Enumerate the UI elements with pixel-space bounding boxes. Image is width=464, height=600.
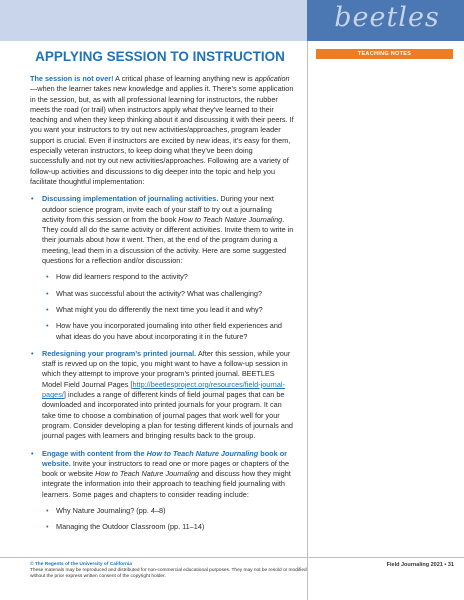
question-list <box>42 272 294 341</box>
bullet-icon: • <box>31 194 34 204</box>
column-divider <box>307 41 308 600</box>
copyright-notice <box>30 562 310 581</box>
sub-list-item: • How have you incorporated journaling into other field experiences and what ideas do you have about incorporating it in the future? <box>46 321 282 341</box>
reading-list <box>42 506 294 533</box>
beetles-logo <box>307 0 464 41</box>
sub-list-item: • How did learners respond to the activity? <box>46 272 188 282</box>
bullet-icon: • <box>31 348 34 358</box>
footer-rule <box>0 557 464 558</box>
sub-list-item: • What was successful about the activity? What was challenging? <box>46 288 263 298</box>
bullet-icon: • <box>46 522 49 532</box>
logo-text: beetles <box>334 2 440 33</box>
list-item: • Redesigning your program’s printed journal. After this session, while your staff is revved up on the topic, you might want to have a follow-up session in which they attempt to improve your program’s printed journal. BEETLES Model Field Journal Pages [http://beetlesproject.org/resources/field-journal-pages/] includes a range of different kinds of field journal pages that can be downloaded and incorporated into printed journals for your program. It can take time to choose a combination of journal pages that work well for your program. Consider developing a plan for testing different kinds of journals and journal pages with learners and bringing results back to the group. <box>31 348 293 441</box>
bullet-icon: • <box>46 272 49 282</box>
page-title: APPLYING SESSION TO INSTRUCTION <box>35 49 285 64</box>
main-content <box>30 74 294 540</box>
sub-list-item: • Managing the Outdoor Classroom (pp. 11–14) <box>46 522 205 532</box>
page-number: 31 <box>447 562 454 568</box>
document-title: Field Journaling 2021 <box>386 562 443 568</box>
list-item: • Discussing implementation of journaling activities. During your next outdoor science program, invite each of your staff to try out a journaling activity from this session or from the book How to Teach Nature Journaling. They could all do the same activity or different activities. Invite them to write in their journals about how it went. Then, at the end of the program during a meeting, lead them in a discussion of the activity. Here are some suggested questions for a reflection and/or discussion: • How did learners respond to the activity? • What was successful about the activity? What was challenging? • What might you do differently the next time you lead it and why? • How have you incorporated journaling into other field experiences and what ideas do you have about incorporating it in the future? <box>31 194 294 341</box>
bullet-icon: • <box>46 288 49 298</box>
bullet-icon: • <box>46 505 49 515</box>
sub-list-item: • Why Nature Journaling? (pp. 4–8) <box>46 505 166 515</box>
list-item: • Engage with content from the How to Teach Nature Journaling book or website. Invite your instructors to read one or more pages or chapters of the book or website How to Teach Nature Journaling and discuss how they might integrate the information into their approach to teaching field journaling with learners. Some pages and chapters to consider reading include: • Why Nature Journaling? (pp. 4–8) • Managing the Outdoor Classroom (pp. 11–14) <box>30 449 294 533</box>
sub-list-item: • What might you do differently the next time you lead it and why? <box>46 304 263 314</box>
footer-separator: • <box>444 562 447 568</box>
teaching-notes-label: TEACHING NOTES <box>316 49 453 59</box>
bullet-icon: • <box>31 448 34 458</box>
usage-notice: These materials may be reproduced and distributed for non-commercial educational purposes. They may not be resold or modified without the prior express written consent of the copyright holder. <box>30 568 307 580</box>
bullet-icon: • <box>46 304 49 314</box>
follow-up-list <box>30 194 294 532</box>
intro-lead: The session is not over! <box>30 74 114 83</box>
copyright-line: © The Regents of the University of California <box>30 562 132 567</box>
bullet-icon: • <box>46 321 49 331</box>
field-journal-pages-link[interactable]: http://beetlesproject.org/resources/field-journal-pages/ <box>42 379 285 400</box>
page-footer <box>330 562 454 568</box>
intro-paragraph: The session is not over! A critical phase of learning anything new is application—when the learner takes new knowledge and applies it. There’s some application in the session, but, as with all professional learning for instructors, the rubber meets the road (or trail) when instructors apply what they’ve learned to their teaching and when they keep thinking about it and discussing it with their peers. If you want your instructors to try out new activities/approaches, program leader support is crucial. Even if instructors are excited by new ideas, it’s easy for them, especially veteran instructors, to keep doing what they’ve been doing successfully and not try out new activities/approaches. Following are a variety of follow-up activities and discussions to dig deeper into the topic and help you facilitate thoughtful implementation: <box>30 74 294 186</box>
